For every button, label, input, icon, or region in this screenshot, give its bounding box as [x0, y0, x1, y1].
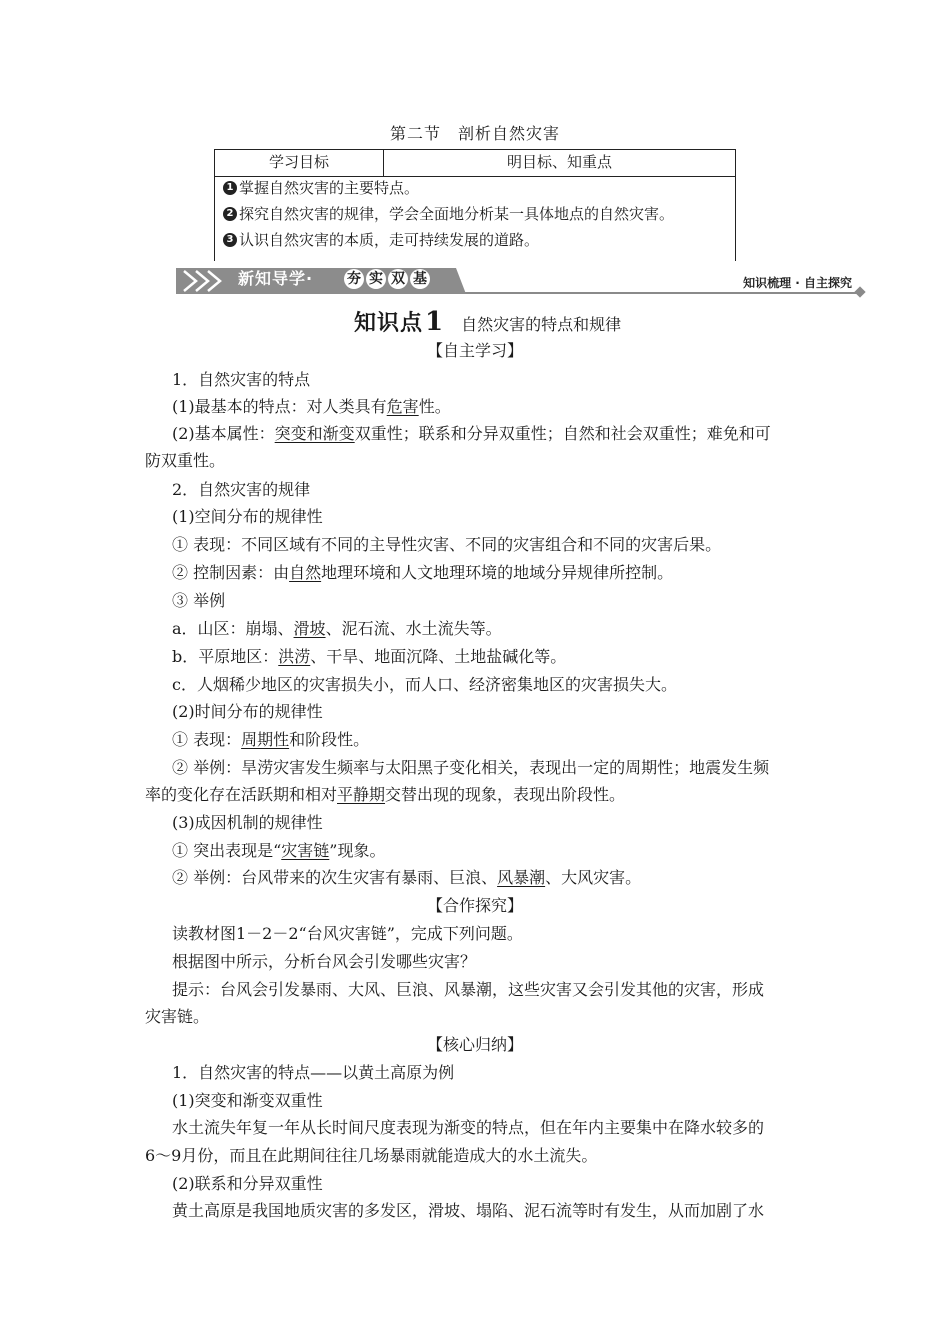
body-line: 水土流失年复一年从长时间尺度表现为渐变的特点，但在年内主要集中在降水较多的 [172, 1118, 765, 1137]
body-line: (2)基本属性：突变和渐变双重性；联系和分异双重性；自然和社会双重性；难免和可 [172, 424, 771, 443]
body-line: 1．自然灾害的特点——以黄土高原为例 [172, 1063, 455, 1082]
banner-badge-chars [344, 269, 432, 289]
goals-header-left: 学习目标 [215, 150, 384, 176]
body-line: c．人烟稀少地区的灾害损失小，而人口、经济密集地区的灾害损失大。 [172, 675, 677, 694]
body-line: (3)成因机制的规律性 [172, 813, 323, 832]
goal-text: 认识自然灾害的本质，走可持续发展的道路。 [239, 231, 540, 249]
body-line: (2)联系和分异双重性 [172, 1174, 323, 1193]
body-line: (2)时间分布的规律性 [172, 702, 323, 721]
body-line: (1)最基本的特点：对人类具有危害性。 [172, 397, 451, 416]
body-line: b．平原地区：洪涝、干旱、地面沉降、土地盐碱化等。 [172, 647, 567, 666]
body-line: 灾害链。 [145, 1007, 210, 1026]
banner-char: 夯 [344, 269, 364, 289]
body-line: 防双重性。 [145, 451, 226, 470]
body-line: ② 控制因素：由自然地理环境和人文地理环境的地域分异规律所控制。 [172, 563, 674, 582]
circled-number-icon: 2 [223, 207, 237, 221]
banner-char: 基 [410, 269, 430, 289]
kp-subtitle: 自然灾害的特点和规律 [461, 315, 622, 334]
body-line: (1)突变和渐变双重性 [172, 1091, 323, 1110]
body-line: 6～9月份，而且在此期间往往几场暴雨就能造成大的水土流失。 [145, 1146, 598, 1165]
heading-cooperation: 【合作探究】 [426, 896, 523, 915]
body-line: (1)空间分布的规律性 [172, 507, 323, 526]
body-line: ① 表现：不同区域有不同的主导性灾害、不同的灾害组合和不同的灾害后果。 [172, 535, 722, 554]
body-line: 提示：台风会引发暴雨、大风、巨浪、风暴潮，这些灾害又会引发其他的灾害，形成 [172, 980, 765, 999]
goal-item [223, 230, 539, 250]
body-line: ① 突出表现是“灾害链”现象。 [172, 841, 386, 860]
goal-text: 掌握自然灾害的主要特点。 [239, 179, 420, 197]
banner-label: 新知导学· [238, 269, 314, 288]
body-line: 1．自然灾害的特点 [172, 370, 311, 389]
heading-summary: 【核心归纳】 [426, 1035, 523, 1054]
diamond-icon [854, 286, 865, 297]
goal-item [223, 204, 674, 224]
heading-self-study: 【自主学习】 [426, 341, 523, 360]
body-line: ② 举例：台风带来的次生灾害有暴雨、巨浪、风暴潮、大风灾害。 [172, 868, 642, 887]
goals-table-header [215, 150, 735, 177]
section-title: 第二节 剖析自然灾害 [389, 124, 560, 143]
body-line: 率的变化存在活跃期和相对平静期交替出现的现象，表现出阶段性。 [145, 785, 626, 804]
body-line: ② 举例：旱涝灾害发生频率与太阳黑子变化相关，表现出一定的周期性；地震发生频 [172, 758, 770, 777]
banner-right-label: 知识梳理 · 自主探究 [743, 276, 852, 290]
kp-number: 1 [425, 307, 444, 337]
body-line: 黄土高原是我国地质灾害的多发区，滑坡、塌陷、泥石流等时有发生，从而加剧了水 [172, 1201, 765, 1220]
body-line: 2．自然灾害的规律 [172, 480, 311, 499]
goal-item [223, 178, 419, 198]
circled-number-icon: 1 [223, 181, 237, 195]
kp-label: 知识点 [354, 311, 424, 336]
section-banner [176, 266, 866, 296]
body-line: 读教材图1－2－2“台风灾害链”，完成下列问题。 [172, 924, 523, 943]
body-line: a．山区：崩塌、滑坡、泥石流、水土流失等。 [172, 619, 502, 638]
learning-goals-table [214, 149, 736, 261]
body-line: 根据图中所示，分析台风会引发哪些灾害？ [172, 952, 477, 971]
circled-number-icon: 3 [223, 233, 237, 247]
goals-header-right: 明目标、知重点 [506, 153, 612, 171]
knowledge-point-title [354, 306, 621, 337]
goal-text: 探究自然灾害的规律，学会全面地分析某一具体地点的自然灾害。 [239, 205, 675, 223]
banner-char: 双 [388, 269, 408, 289]
body-line: ③ 举例 [172, 591, 226, 610]
body-line: ① 表现：周期性和阶段性。 [172, 730, 370, 749]
banner-char: 实 [366, 269, 386, 289]
